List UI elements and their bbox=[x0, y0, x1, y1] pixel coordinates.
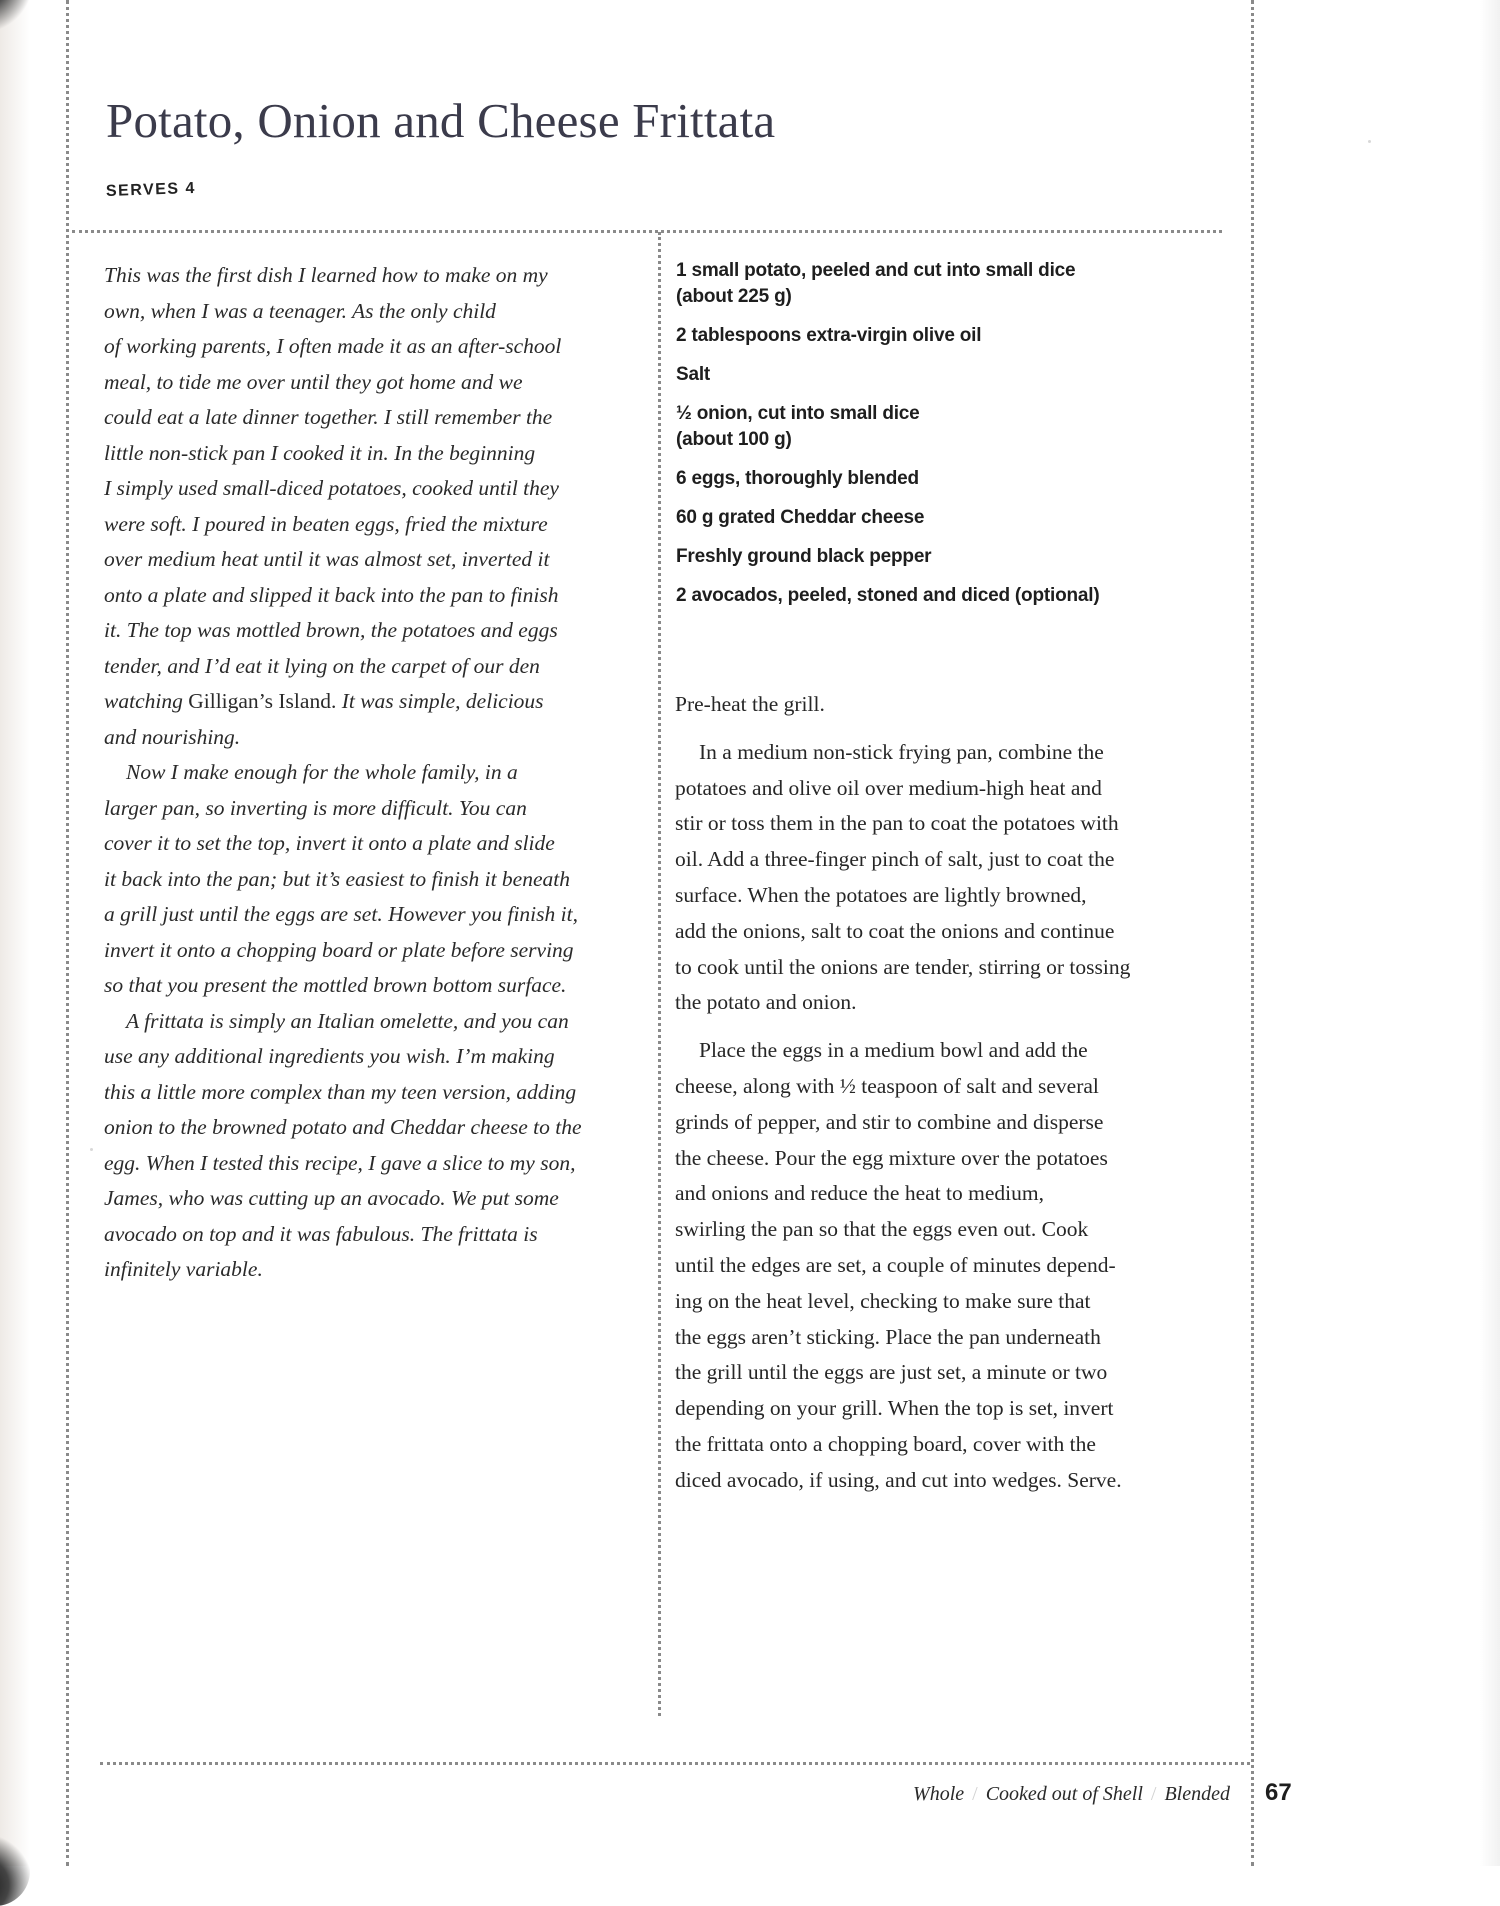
header-dotted-rule bbox=[72, 230, 1222, 233]
intro-text bbox=[104, 258, 644, 1288]
text-line: could eat a late dinner together. I still remember the bbox=[104, 405, 553, 429]
text-line: it. The top was mottled brown, the potatoes and eggs bbox=[104, 618, 558, 642]
ingredient-item bbox=[676, 583, 1236, 609]
text-line: tender, and I’d eat it lying on the carpet of our den bbox=[104, 653, 540, 678]
text-line: diced avocado, if using, and cut into wedges. Serve. bbox=[675, 1467, 1122, 1492]
text-line: avocado on top and it was fabulous. The frittata is bbox=[104, 1221, 538, 1246]
text-line: use any additional ingredients you wish. I’m making bbox=[104, 1044, 555, 1068]
recipe-title: Potato, Onion and Cheese Frittata bbox=[106, 93, 776, 148]
text-line: the cheese. Pour the egg mixture over the potatoes bbox=[675, 1145, 1108, 1170]
text-line: surface. When the potatoes are lightly browned, bbox=[675, 882, 1087, 907]
text-line: larger pan, so inverting is more difficult. You can bbox=[104, 795, 527, 820]
text-line: cheese, along with ½ teaspoon of salt and several bbox=[675, 1073, 1099, 1098]
text-line: invert it onto a chopping board or plate before serving bbox=[104, 937, 574, 962]
ingredient-text: 6 eggs, thoroughly blended bbox=[676, 468, 919, 489]
ingredient-item bbox=[676, 544, 1236, 570]
ingredient-item bbox=[676, 401, 1236, 453]
tv-show-title: Gilligan’s Island. bbox=[188, 689, 337, 713]
method-step bbox=[675, 1033, 1235, 1498]
text-line: the potato and onion. bbox=[675, 990, 857, 1015]
text-line: of working parents, I often made it as an after-school bbox=[104, 334, 562, 358]
breadcrumb-section: Blended bbox=[1164, 1783, 1230, 1805]
column-divider bbox=[658, 232, 661, 1716]
text-line: Pre-heat the grill. bbox=[675, 692, 825, 716]
text-line: This was the first dish I learned how to make on my bbox=[104, 263, 548, 287]
right-dotted-rule bbox=[1251, 0, 1254, 1866]
breadcrumb-separator: / bbox=[1150, 1783, 1157, 1805]
text-line: a grill just until the eggs are set. However you finish it, bbox=[104, 902, 578, 926]
ingredient-note: (about 100 g) bbox=[676, 429, 792, 450]
ingredient-item bbox=[676, 362, 1236, 388]
text-line: and onions and reduce the heat to medium, bbox=[675, 1181, 1044, 1206]
breadcrumb-section: Cooked out of Shell bbox=[985, 1783, 1143, 1805]
method-steps bbox=[675, 687, 1235, 1511]
ingredient-text: 2 tablespoons extra-virgin olive oil bbox=[676, 325, 982, 346]
text-line: this a little more complex than my teen version, adding bbox=[104, 1079, 577, 1104]
method-step bbox=[675, 735, 1235, 1021]
text-line: were soft. I poured in beaten eggs, fried the mixture bbox=[104, 511, 548, 536]
chapter-breadcrumb bbox=[913, 1783, 1230, 1806]
text-line: until the edges are set, a couple of minutes depend- bbox=[675, 1252, 1116, 1277]
text-line: infinitely variable. bbox=[104, 1257, 263, 1281]
text-line: add the onions, salt to coat the onions and continue bbox=[675, 918, 1115, 943]
text-line: over medium heat until it was almost set, inverted it bbox=[104, 547, 550, 571]
text-fragment: It was simple, delicious bbox=[336, 689, 544, 713]
text-line: A frittata is simply an Italian omelette, and you can bbox=[126, 1008, 569, 1033]
breadcrumb-section: Whole bbox=[913, 1783, 965, 1805]
ingredient-text: Salt bbox=[676, 364, 711, 385]
text-line: Place the eggs in a medium bowl and add the bbox=[699, 1038, 1088, 1063]
text-line: little non-stick pan I cooked it in. In the beginning bbox=[104, 440, 536, 465]
text-line: onion to the browned potato and Cheddar cheese to the bbox=[104, 1115, 582, 1139]
text-line: own, when I was a teenager. As the only child bbox=[104, 298, 496, 323]
text-fragment: watching bbox=[104, 689, 189, 713]
intro-paragraph bbox=[104, 1004, 644, 1288]
ingredients-list bbox=[676, 258, 1236, 622]
text-line: Now I make enough for the whole family, in a bbox=[126, 760, 518, 784]
left-dotted-rule bbox=[66, 0, 69, 1866]
text-line: In a medium non-stick frying pan, combine the bbox=[699, 739, 1104, 764]
text-line: onto a plate and slipped it back into the pan to finish bbox=[104, 582, 559, 607]
text-line: grinds of pepper, and stir to combine and disperse bbox=[675, 1109, 1104, 1134]
ingredient-item bbox=[676, 258, 1236, 310]
serves-label: SERVES 4 bbox=[105, 179, 197, 200]
text-line: swirling the pan so that the eggs even out. Cook bbox=[675, 1217, 1089, 1242]
text-line: so that you present the mottled brown bottom surface. bbox=[104, 973, 567, 997]
ingredient-note: (about 225 g) bbox=[676, 286, 792, 307]
page-number: 67 bbox=[1265, 1779, 1292, 1806]
text-line: the grill until the eggs are just set, a minute or two bbox=[675, 1360, 1108, 1385]
text-line: egg. When I tested this recipe, I gave a slice to my son, bbox=[104, 1150, 576, 1175]
ingredient-text: ½ onion, cut into small dice bbox=[676, 403, 920, 424]
text-line: it back into the pan; but it’s easiest to finish it beneath bbox=[104, 866, 570, 891]
scan-speck bbox=[90, 1148, 93, 1151]
text-line: ing on the heat level, checking to make sure that bbox=[675, 1288, 1091, 1313]
ingredient-text: 1 small potato, peeled and cut into small dice bbox=[676, 260, 1076, 281]
scan-speck bbox=[1368, 140, 1371, 143]
ingredient-item bbox=[676, 323, 1236, 349]
text-line: the eggs aren’t sticking. Place the pan underneath bbox=[675, 1324, 1101, 1349]
ingredient-text: Freshly ground black pepper bbox=[676, 546, 932, 567]
intro-paragraph bbox=[104, 258, 644, 755]
text-line bbox=[104, 684, 644, 720]
ingredient-item bbox=[676, 505, 1236, 531]
text-line: depending on your grill. When the top is set, invert bbox=[675, 1396, 1114, 1421]
text-line: potatoes and olive oil over medium-high heat and bbox=[675, 775, 1102, 800]
text-line: oil. Add a three-finger pinch of salt, just to coat the bbox=[675, 847, 1115, 872]
text-line: and nourishing. bbox=[104, 724, 241, 749]
ingredient-item bbox=[676, 466, 1236, 492]
ingredient-text: 2 avocados, peeled, stoned and diced (optional) bbox=[676, 585, 1100, 606]
text-line: meal, to tide me over until they got home and we bbox=[104, 369, 523, 394]
page-edge-shade bbox=[1480, 0, 1500, 1866]
text-line: to cook until the onions are tender, stirring or tossing bbox=[675, 954, 1131, 979]
intro-paragraph bbox=[104, 755, 644, 1004]
breadcrumb-separator: / bbox=[972, 1783, 978, 1805]
text-line: cover it to set the top, invert it onto a plate and slide bbox=[104, 831, 555, 855]
text-line: stir or toss them in the pan to coat the potatoes with bbox=[675, 811, 1119, 836]
text-line: James, who was cutting up an avocado. We put some bbox=[104, 1186, 559, 1210]
text-line: I simply used small-diced potatoes, cooked until they bbox=[104, 476, 559, 500]
method-step bbox=[675, 687, 1235, 723]
ingredient-text: 60 g grated Cheddar cheese bbox=[676, 507, 925, 528]
text-line: the frittata onto a chopping board, cover with the bbox=[675, 1431, 1096, 1456]
footer-dotted-rule bbox=[100, 1762, 1250, 1765]
page-gutter-shade bbox=[0, 0, 30, 1866]
